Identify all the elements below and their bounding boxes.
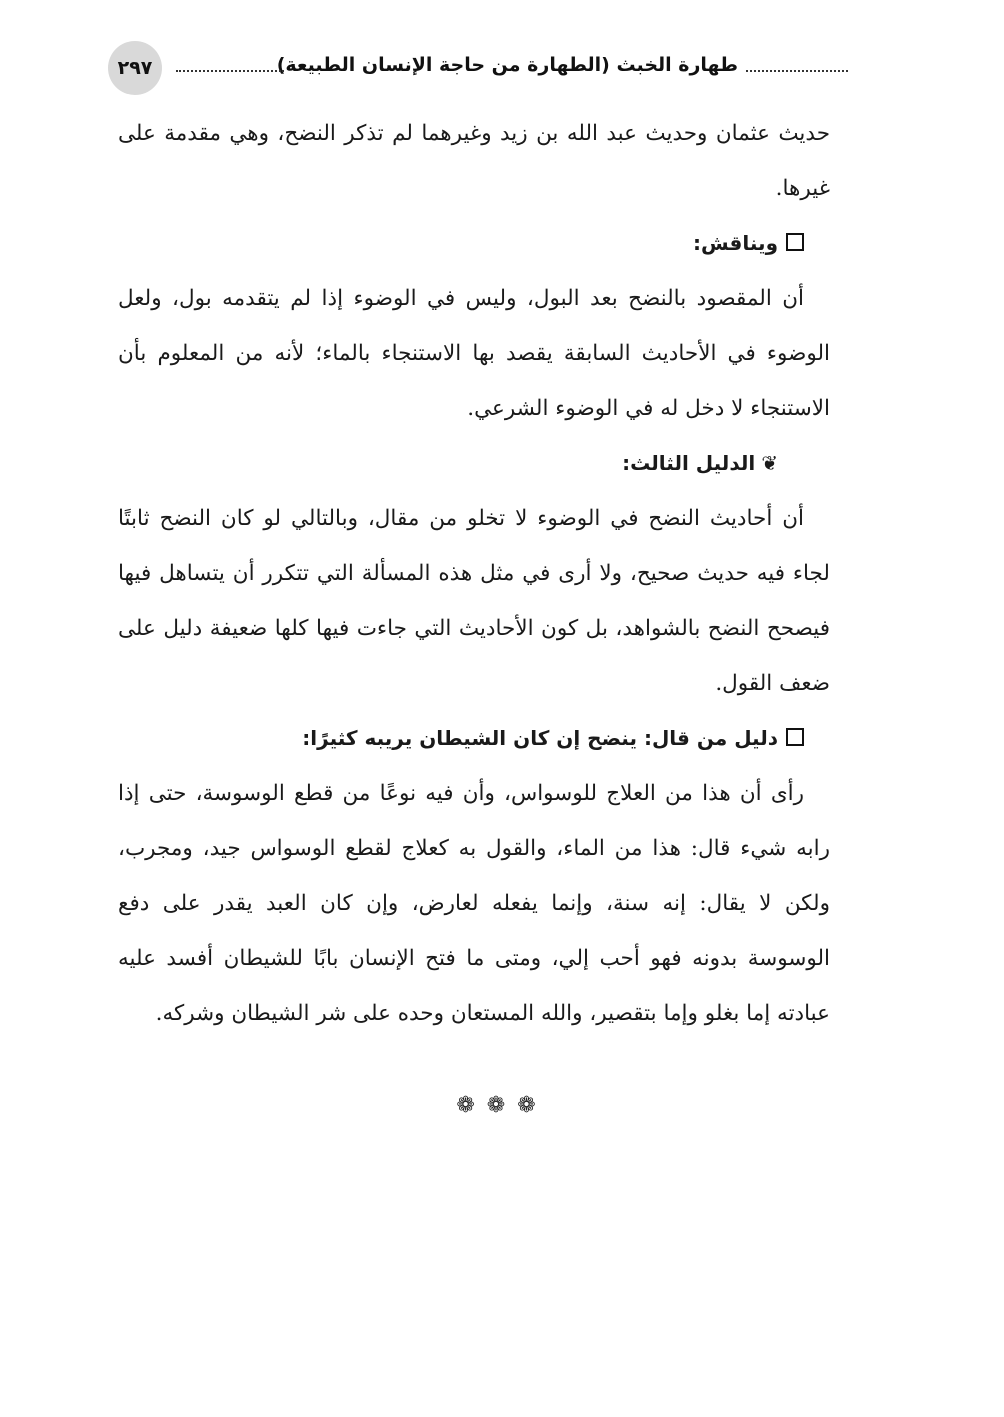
running-header: [108, 40, 848, 96]
heading-third-evidence: [118, 436, 830, 491]
paragraph-1: حديث عثمان وحديث عبد الله بن زيد وغيرهما لم تذكر النضح، وهي مقدمة على غيرها.: [118, 121, 830, 201]
leaf-icon: ❦: [761, 451, 778, 475]
heading-opinion-evidence-label: دليل من قال: ينضح إن كان الشيطان يريبه كثيرًا:: [302, 726, 778, 750]
heading-discussion-label: ويناقش:: [693, 231, 778, 255]
section-end-ornament: ❁❁❁: [456, 1093, 548, 1118]
chapter-title: طهارة الخبث (الطهارة من حاجة الإنسان الطبيعة): [276, 54, 738, 76]
paragraph-2: أن المقصود بالنضح بعد البول، وليس في الوضوء إذا لم يتقدمه بول، ولعل الوضوء في الأحاديث السابقة يقصد بها الاستنجاء بالماء؛ لأنه من المعلوم بأن الاستنجاء لا دخل له في الوضوء الشرعي.: [118, 286, 830, 421]
paragraph-3: أن أحاديث النضح في الوضوء لا تخلو من مقال، وبالتالي لو كان النضح ثابتًا لجاء فيه حديث صحيح، ولا أرى في مثل هذه المسألة التي تتكرر أن يتساهل فيها فيصحح النضح بالشواهد، بل كون الأحاديث التي جاءت فيها كلها ضعيفة دليل على ضعف القول.: [118, 506, 830, 696]
header-dotted-leader-right: [746, 70, 848, 72]
heading-third-evidence-label: الدليل الثالث:: [622, 451, 756, 475]
page-number-badge: ٢٩٧: [108, 41, 162, 95]
page-body: [118, 106, 830, 1041]
heading-discussion: [118, 216, 830, 271]
heading-opinion-evidence: [118, 711, 830, 766]
square-box-icon: [786, 233, 804, 251]
paragraph-4: رأى أن هذا من العلاج للوسواس، وأن فيه نوعًا من قطع الوسوسة، حتى إذا رابه شيء قال: هذا من الماء، والقول به كعلاج لقطع الوسواس جيد، ومجرب، ولكن لا يقال: إنه سنة، وإنما يفعله لعارض، وإن كان العبد يقدر على دفع الوسوسة بدونه فهو أحب إلي، ومتى ما فتح الإنسان بابًا للشيطان أفسد عليه عبادته إما بغلو وإما بتقصير، والله المستعان وحده على شر الشيطان وشركه.: [118, 781, 830, 1026]
header-dotted-leader-left: [176, 70, 284, 72]
square-box-icon: [786, 728, 804, 746]
